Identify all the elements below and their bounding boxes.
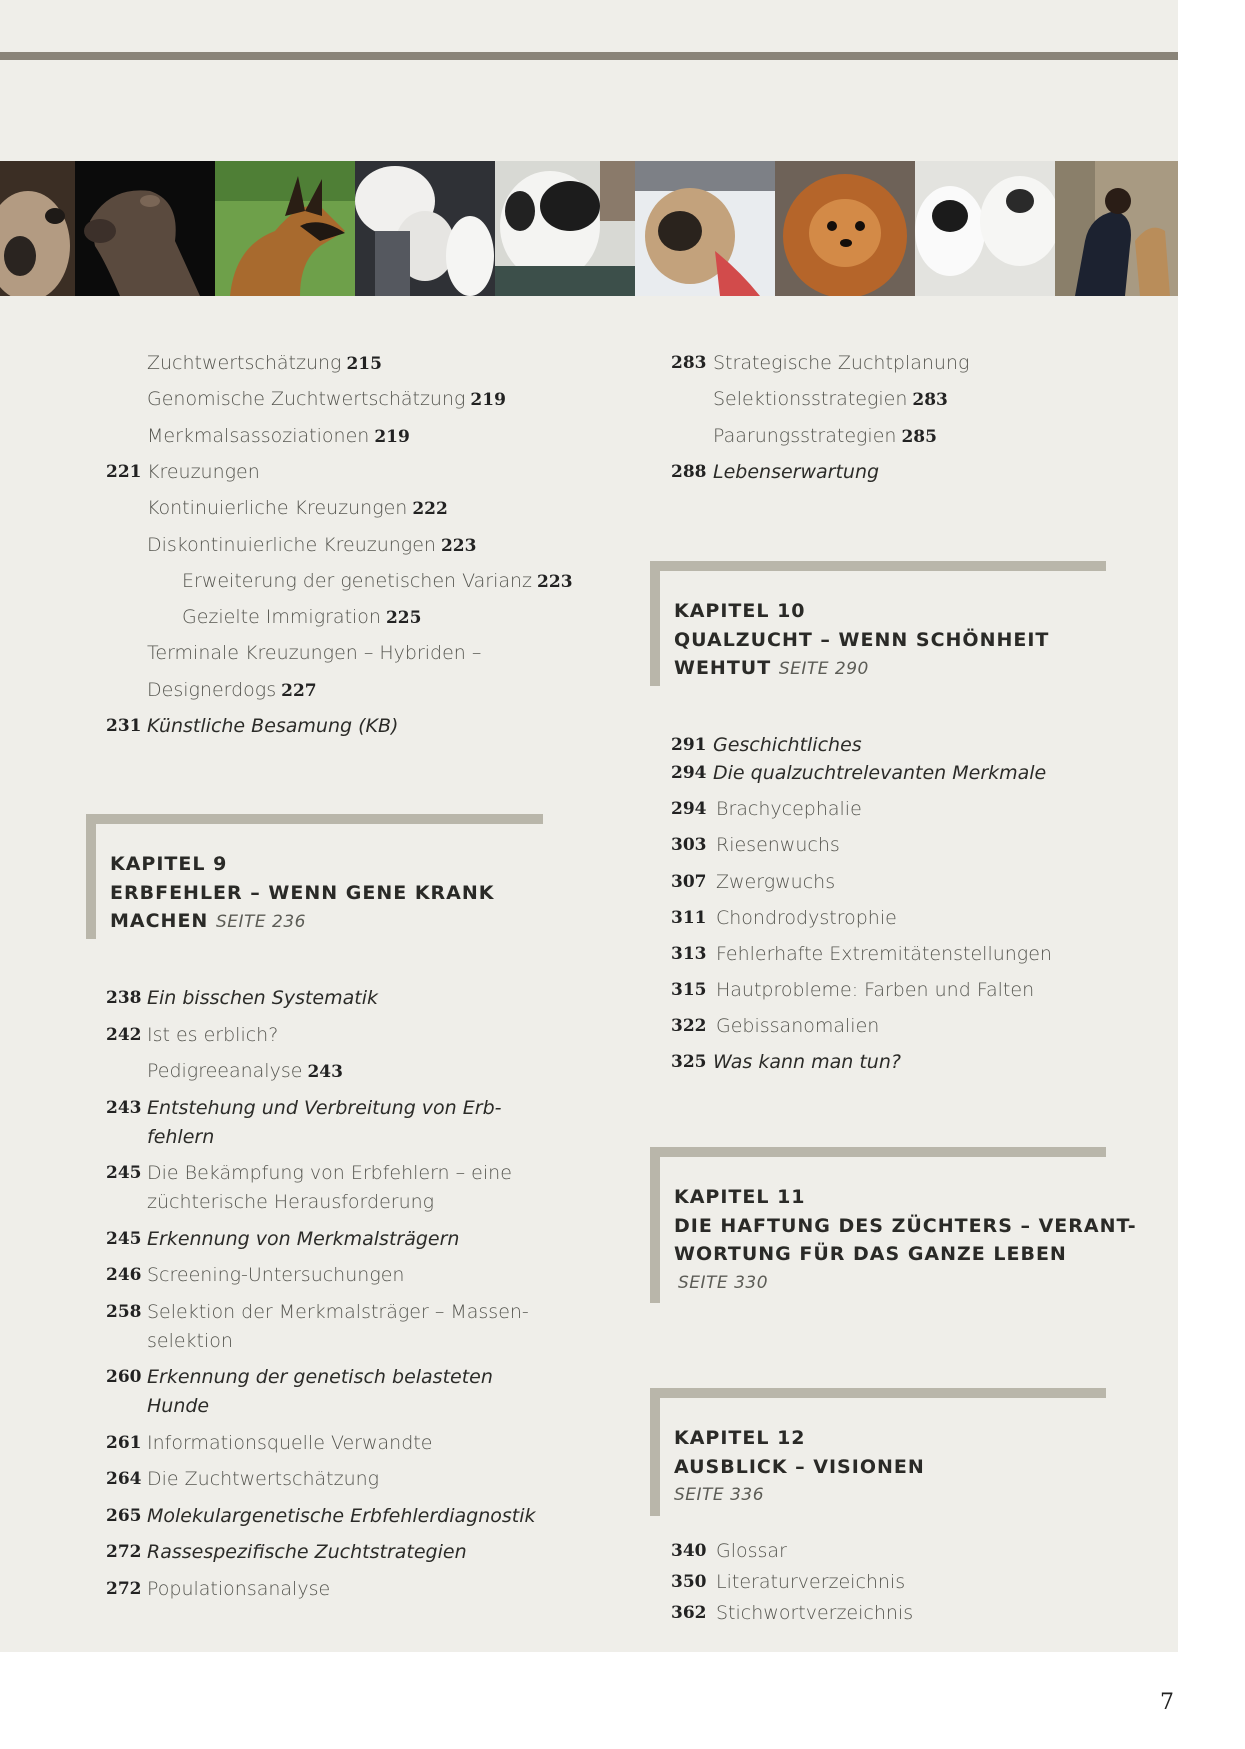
toc-entry-title: fehlern xyxy=(147,1125,215,1148)
chapter-page: SEITE 330 xyxy=(678,1273,769,1293)
toc-entry-page-number: 272 xyxy=(106,1542,142,1562)
toc-entry xyxy=(147,1363,493,1391)
chapter-label: KAPITEL 11 xyxy=(674,1186,806,1208)
toc-entry-title: Riesenwuchs xyxy=(716,834,840,856)
chapter-page: SEITE 236 xyxy=(215,912,306,932)
toc-entry-page-number: 238 xyxy=(106,988,142,1008)
chapter-11-header xyxy=(650,1147,1137,1303)
toc-entry-title: Geschichtliches xyxy=(713,734,862,756)
toc-entry xyxy=(713,385,948,414)
toc-entry-page-number: 303 xyxy=(671,835,707,855)
toc-entry xyxy=(716,976,1034,1004)
toc-entry-title: Entstehung und Verbreitung von Erb- xyxy=(147,1096,502,1119)
toc-entry xyxy=(716,1599,913,1627)
toc-entry xyxy=(147,712,398,740)
photo-white-poodle xyxy=(355,161,495,296)
toc-entry-page-number: 350 xyxy=(671,1572,707,1592)
toc-entry-title: Merkmalsassoziationen xyxy=(147,424,370,447)
toc-entry-page: 215 xyxy=(346,354,382,374)
toc-entry xyxy=(713,1048,901,1076)
toc-entry-title: Zuchtwertschätzung xyxy=(147,352,342,374)
chapter-title-line1: DIE HAFTUNG DES ZÜCHTERS – VERANT- xyxy=(674,1215,1137,1237)
chapter-label: KAPITEL 12 xyxy=(674,1427,806,1449)
toc-entry xyxy=(182,567,573,596)
toc-entry xyxy=(716,940,1052,968)
toc-entry-title: Die Bekämpfung von Erbfehlern – eine xyxy=(147,1162,512,1184)
toc-entry xyxy=(182,603,421,632)
toc-entry-page: 219 xyxy=(470,390,506,411)
toc-entry-page-number: 294 xyxy=(671,799,707,819)
toc-entry-page-number: 294 xyxy=(671,763,707,783)
photo-german-shepherd xyxy=(215,161,355,296)
chapter-bar-top xyxy=(650,1147,1106,1157)
chapter-bar-left xyxy=(86,814,96,939)
toc-entry-title: Gebissanomalien xyxy=(716,1015,880,1037)
toc-entry-title: Brachycephalie xyxy=(716,798,862,820)
toc-entry-page-number: 264 xyxy=(106,1469,142,1489)
toc-entry-title: Hautprobleme: Farben und Falten xyxy=(716,979,1035,1001)
chapter-label: KAPITEL 10 xyxy=(674,600,806,622)
toc-entry-title: Strategische Zuchtplanung xyxy=(713,352,970,374)
toc-entry-page: 222 xyxy=(412,499,448,520)
toc-entry-title: Was kann man tun? xyxy=(713,1051,901,1073)
toc-entry xyxy=(716,831,840,859)
toc-entry-title: Die qualzuchtrelevanten Merkmale xyxy=(713,762,1047,784)
toc-entry xyxy=(716,904,897,932)
toc-entry-page-number: 258 xyxy=(106,1301,142,1322)
toc-entry-title: Selektion der Merkmalsträger – Massen- xyxy=(147,1300,529,1323)
toc-entry-title: Erweiterung der genetischen Varianz xyxy=(182,569,533,592)
toc-entry xyxy=(147,1465,379,1493)
toc-entry xyxy=(147,531,476,560)
toc-entry xyxy=(716,1568,905,1596)
toc-entry-title: Designerdogs xyxy=(147,678,277,701)
toc-entry-page-number: 272 xyxy=(106,1578,142,1599)
toc-entry-page-number: 242 xyxy=(106,1024,142,1045)
photo-woman-with-dog xyxy=(1055,161,1178,296)
toc-entry xyxy=(713,731,862,759)
toc-entry xyxy=(147,422,410,451)
toc-entry-page: 285 xyxy=(901,426,937,447)
toc-entry-page-number: 362 xyxy=(671,1603,707,1623)
toc-entry xyxy=(713,759,1046,787)
toc-entry-page-number: 325 xyxy=(671,1052,707,1072)
toc-entry-title: Genomische Zuchtwertschätzung xyxy=(147,388,466,411)
toc-entry xyxy=(147,385,506,414)
toc-entry-page: 225 xyxy=(385,608,422,629)
toc-entry-title: Pedigreeanalyse xyxy=(147,1060,303,1082)
chapter-title-line2: WEHTUT SEITE 290 xyxy=(674,657,869,679)
chapter-bar-left xyxy=(650,1388,660,1516)
toc-entry xyxy=(147,1188,434,1216)
toc-entry-page-number: 311 xyxy=(671,908,707,928)
chapter-page: SEITE 336 xyxy=(674,1485,765,1505)
chapter-page: SEITE 290 xyxy=(778,659,869,679)
toc-entry-page-number: 260 xyxy=(106,1367,142,1387)
toc-entry-page-number: 221 xyxy=(106,461,142,482)
toc-entry-page-number: 246 xyxy=(106,1265,142,1285)
toc-entry xyxy=(147,1575,330,1603)
toc-entry-page-number: 245 xyxy=(106,1228,142,1249)
toc-entry xyxy=(713,349,969,377)
toc-entry-page-number: 340 xyxy=(671,1541,707,1561)
toc-entry-page: 243 xyxy=(307,1062,343,1082)
toc-entry-page-number: 265 xyxy=(106,1505,142,1526)
toc-entry-title: Rassespezifische Zuchtstrategien xyxy=(147,1541,467,1563)
chapter-title-line1: AUSBLICK – VISIONEN xyxy=(674,1456,925,1478)
toc-entry-title: Diskontinuierliche Kreuzungen xyxy=(147,533,436,556)
dog-photo-strip xyxy=(0,161,1178,296)
toc-entry-title: Molekulargenetische Erbfehlerdiagnostik xyxy=(147,1504,536,1527)
toc-entry-title: Populationsanalyse xyxy=(147,1577,331,1600)
toc-entry-title: Ein bisschen Systematik xyxy=(147,987,378,1009)
photo-pomeranian xyxy=(775,161,915,296)
photo-pug-closeup xyxy=(0,161,75,296)
toc-entry-page-number: 261 xyxy=(106,1432,142,1453)
toc-entry-title: Informationsquelle Verwandte xyxy=(147,1431,433,1454)
chapter-title-line2: WORTUNG FÜR DAS GANZE LEBEN xyxy=(674,1243,1067,1265)
toc-entry-title: Stichwortverzeichnis xyxy=(716,1602,914,1624)
photo-pug-snow xyxy=(635,161,775,296)
toc-entry xyxy=(147,1429,432,1457)
photo-dark-dog xyxy=(75,161,215,296)
toc-entry-title: Hunde xyxy=(147,1395,210,1417)
toc-entry-title: Künstliche Besamung (KB) xyxy=(147,715,399,737)
toc-entry-page-number: 315 xyxy=(671,980,707,1000)
chapter-bar-left xyxy=(650,561,660,686)
photo-sleeping-puppies xyxy=(915,161,1060,296)
toc-entry xyxy=(713,422,937,451)
toc-entry xyxy=(147,1392,209,1420)
toc-entry-page-number: 307 xyxy=(671,872,707,892)
toc-entry-title: Glossar xyxy=(716,1540,787,1562)
chapter-bar-top xyxy=(650,1388,1106,1398)
toc-entry-title: Erkennung von Merkmalsträgern xyxy=(147,1227,460,1250)
toc-entry-page-number: 288 xyxy=(671,461,707,482)
toc-entry xyxy=(147,494,448,523)
toc-entry-title: Zwergwuchs xyxy=(716,871,836,893)
toc-entry xyxy=(147,1021,278,1049)
toc-entry-title: selektion xyxy=(147,1329,233,1352)
toc-entry-page: 223 xyxy=(537,571,573,592)
toc-entry xyxy=(147,1094,502,1122)
toc-entry xyxy=(147,1159,512,1187)
toc-entry xyxy=(147,1298,529,1326)
toc-entry-page-number: 283 xyxy=(671,353,707,373)
toc-entry-title: Kontinuierliche Kreuzungen xyxy=(147,497,408,520)
chapter-bar-top xyxy=(650,561,1106,571)
toc-entry xyxy=(716,1537,787,1565)
toc-entry-title: Die Zuchtwertschätzung xyxy=(147,1468,380,1490)
toc-entry-page-number: 291 xyxy=(671,735,707,755)
chapter-title-line1: ERBFEHLER – WENN GENE KRANK xyxy=(110,882,495,904)
toc-entry-page-number: 313 xyxy=(671,944,707,964)
toc-entry xyxy=(147,1538,467,1566)
toc-entry-title: Chondrodystrophie xyxy=(716,907,897,929)
page-number: 7 xyxy=(1160,1690,1174,1715)
toc-entry xyxy=(147,639,481,667)
photo-bw-puppy xyxy=(495,161,635,296)
toc-entry-title: Screening-Untersuchungen xyxy=(147,1264,405,1286)
toc-entry-title: züchterische Herausforderung xyxy=(147,1191,435,1213)
toc-entry xyxy=(147,1327,233,1355)
toc-entry-title: Gezielte Immigration xyxy=(182,606,381,629)
toc-entry xyxy=(147,1225,459,1253)
toc-entry xyxy=(147,458,260,486)
chapter-title-line1: QUALZUCHT – WENN SCHÖNHEIT xyxy=(674,629,1050,651)
toc-entry-page-number: 231 xyxy=(106,716,142,736)
chapter-title-line2: MACHEN SEITE 236 xyxy=(110,910,306,932)
toc-entry xyxy=(147,1502,536,1530)
toc-entry-page: 283 xyxy=(912,390,948,411)
toc-entry-page-number: 243 xyxy=(106,1097,142,1118)
chapter-bar-top xyxy=(86,814,543,824)
toc-entry-title: Paarungsstrategien xyxy=(713,424,897,447)
toc-entry xyxy=(716,795,862,823)
toc-entry xyxy=(147,1123,214,1151)
toc-entry xyxy=(716,1012,879,1040)
chapter-bar-left xyxy=(650,1147,660,1303)
toc-entry-title: Ist es erblich? xyxy=(147,1023,279,1046)
toc-entry xyxy=(147,1261,404,1289)
toc-entry-title: Terminale Kreuzungen – Hybriden – xyxy=(147,642,482,665)
toc-entry-page: 223 xyxy=(440,535,477,556)
toc-entry xyxy=(716,868,835,896)
top-rule xyxy=(0,52,1178,60)
toc-entry-page: 227 xyxy=(281,680,317,701)
toc-entry-page-number: 245 xyxy=(106,1163,142,1183)
chapter-label: KAPITEL 9 xyxy=(110,853,228,875)
toc-entry-title: Kreuzungen xyxy=(147,460,260,483)
toc-entry-title: Lebenserwartung xyxy=(713,460,880,483)
toc-entry-title: Selektionsstrategien xyxy=(713,388,908,411)
toc-entry-title: Literaturverzeichnis xyxy=(716,1571,906,1593)
chapter-9-header xyxy=(86,814,543,939)
chapter-12-header xyxy=(650,1388,1106,1516)
toc-entry-title: Erkennung der genetisch belasteten xyxy=(147,1366,493,1388)
chapter-10-header xyxy=(650,561,1106,686)
toc-entry-page: 219 xyxy=(374,426,410,447)
toc-entry-page-number: 322 xyxy=(671,1016,707,1036)
toc-entry xyxy=(147,984,378,1012)
toc-entry-title: Fehlerhafte Extremitätenstellungen xyxy=(716,943,1052,965)
toc-entry xyxy=(147,349,382,378)
toc-entry xyxy=(713,458,879,486)
toc-entry xyxy=(147,676,317,705)
toc-entry xyxy=(147,1057,343,1086)
